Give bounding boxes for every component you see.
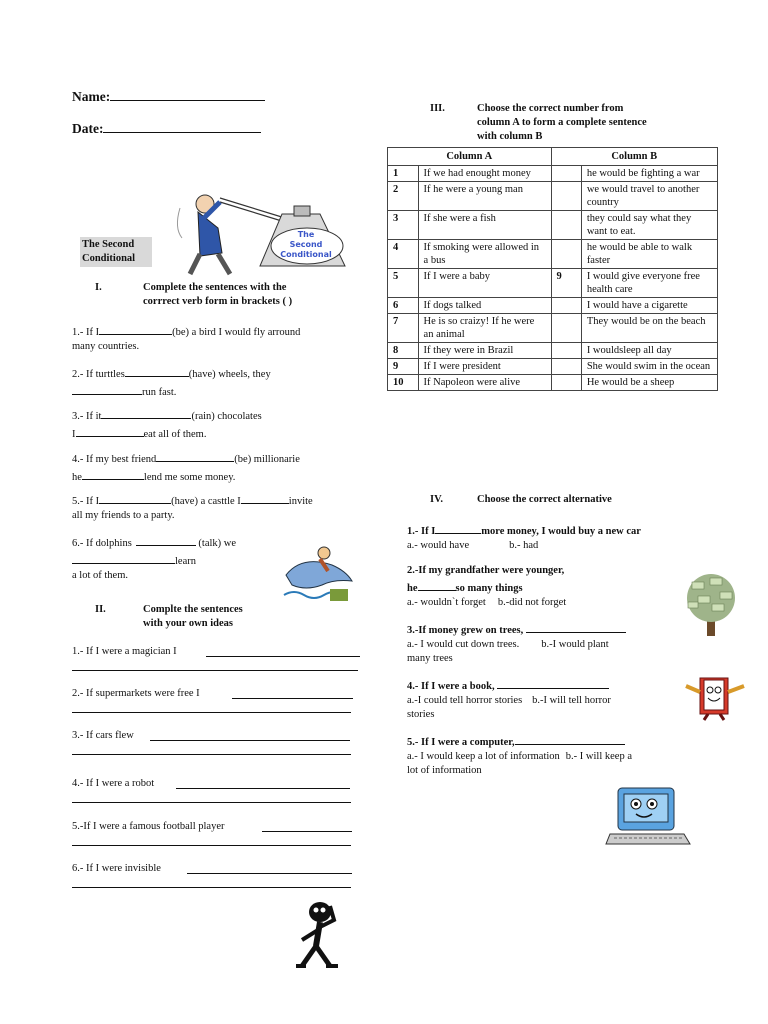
section2-numeral: II. bbox=[95, 604, 106, 615]
ex2-item2-blank[interactable] bbox=[232, 698, 353, 699]
ex1-item5-blank1[interactable] bbox=[99, 491, 171, 504]
mc-q2-line1: 2.-If my grandfather were younger, bbox=[407, 565, 565, 576]
matching-row bbox=[388, 343, 718, 359]
column-a-cell: If Napoleon were alive bbox=[418, 375, 551, 391]
column-b-cell: we would travel to another country bbox=[581, 182, 717, 211]
exercise2-item6: 6.- If I were invisible bbox=[72, 863, 161, 874]
section3-title bbox=[477, 102, 647, 144]
ex2-item4-blank[interactable] bbox=[176, 788, 350, 789]
ex1-item2-b: (have) wheels, they bbox=[188, 369, 271, 380]
match-answer-cell[interactable] bbox=[551, 182, 581, 211]
matching-row bbox=[388, 166, 718, 182]
mc-q5-option-a[interactable]: a.- I would keep a lot of information bbox=[407, 751, 560, 762]
mc-q1-blank[interactable] bbox=[435, 521, 481, 534]
match-answer-cell[interactable] bbox=[551, 211, 581, 240]
match-answer-cell[interactable] bbox=[551, 343, 581, 359]
column-a-cell: If I were a baby bbox=[418, 269, 551, 298]
matching-row bbox=[388, 182, 718, 211]
ex1-item5-a: 5.- If I bbox=[72, 496, 100, 507]
match-answer-cell[interactable] bbox=[551, 375, 581, 391]
ex1-item3-blank2[interactable] bbox=[76, 424, 144, 437]
section4-title: Choose the correct alternative bbox=[477, 494, 612, 505]
row-number: 5 bbox=[388, 269, 419, 298]
topic-title-line2: Conditional bbox=[82, 253, 136, 264]
column-b-cell: She would swim in the ocean bbox=[581, 359, 717, 375]
column-b-cell: I would give everyone free health care bbox=[581, 269, 717, 298]
mc-q3-blank[interactable] bbox=[526, 620, 626, 633]
mc-q2-blank[interactable] bbox=[418, 578, 456, 591]
ex1-item6-d: a lot of them. bbox=[72, 570, 128, 581]
column-b-cell: he would be able to walk faster bbox=[581, 240, 717, 269]
dolphin-icon bbox=[282, 545, 356, 605]
row-number: 2 bbox=[388, 182, 419, 211]
ex1-item1-a: 1.- If I bbox=[72, 327, 100, 338]
mc-q2-a: he bbox=[407, 583, 418, 594]
section2-title-line2: with your own ideas bbox=[143, 618, 233, 629]
column-b-cell: he would be fighting a war bbox=[581, 166, 717, 182]
ex1-item4-a: 4.- If my best friend bbox=[72, 454, 157, 465]
mc-q1-a: 1.- If I bbox=[407, 526, 436, 537]
match-answer-cell[interactable] bbox=[551, 240, 581, 269]
section3-title-line2: column A to form a complete sentence bbox=[477, 117, 647, 128]
ex1-item2-c: run fast. bbox=[142, 387, 177, 398]
mc-q5-blank[interactable] bbox=[515, 732, 625, 745]
mc-q3-option-b2: many trees bbox=[407, 653, 453, 664]
date-blank[interactable] bbox=[103, 120, 261, 133]
matching-table bbox=[387, 147, 718, 391]
column-b-cell: They would be on the beach bbox=[581, 314, 717, 343]
ex2-item3-line2[interactable] bbox=[72, 754, 351, 755]
row-number: 3 bbox=[388, 211, 419, 240]
weight-label-line3: Conditional bbox=[280, 250, 332, 259]
mc-q5-option-b[interactable]: b.- I will keep a bbox=[565, 751, 632, 762]
ex1-item6-b: (talk) we bbox=[198, 538, 237, 549]
column-b-cell: I would have a cigarette bbox=[581, 298, 717, 314]
exercise2-item4: 4.- If I were a robot bbox=[72, 778, 155, 789]
matching-row bbox=[388, 359, 718, 375]
mc-q3-option-b[interactable]: b.-I would plant bbox=[541, 639, 609, 650]
mc-q2-b: so many things bbox=[455, 583, 523, 594]
ex1-item6-c: learn bbox=[175, 556, 196, 567]
mc-q2-option-b[interactable]: b.-did not forget bbox=[497, 597, 567, 608]
match-answer-cell[interactable]: 9 bbox=[551, 269, 581, 298]
ex1-item4-d: lend me some money. bbox=[143, 472, 236, 483]
ex1-item1-c: many countries. bbox=[72, 341, 140, 352]
ex1-item5-d: all my friends to a party. bbox=[72, 510, 175, 521]
computer-character-icon bbox=[604, 784, 692, 850]
ex1-item5-blank2[interactable] bbox=[241, 491, 289, 504]
column-a-cell: If we had enought money bbox=[418, 166, 551, 182]
ex2-item2-line2[interactable] bbox=[72, 712, 351, 713]
section3-title-line1: Choose the correct number from bbox=[477, 103, 624, 114]
mc-question2 bbox=[407, 564, 707, 610]
ex1-item6-blank2[interactable] bbox=[72, 551, 175, 564]
mc-question5 bbox=[407, 732, 707, 778]
mc-q5-option-b2: lot of information bbox=[407, 765, 482, 776]
matching-row bbox=[388, 298, 718, 314]
ex1-item4-c: he bbox=[72, 472, 82, 483]
topic-title-box bbox=[80, 237, 152, 267]
mc-question3 bbox=[407, 620, 707, 666]
matching-row bbox=[388, 240, 718, 269]
mc-q4-option-b[interactable]: b.-I will tell horror bbox=[532, 695, 611, 706]
exercise1-item1 bbox=[72, 322, 362, 354]
ex1-item5-c: invite bbox=[288, 496, 313, 507]
ex1-item3-blank1[interactable] bbox=[101, 406, 191, 419]
column-a-cell: If he were a young man bbox=[418, 182, 551, 211]
section3-numeral: III. bbox=[430, 103, 445, 114]
exercise2-item1: 1.- If I were a magician I bbox=[72, 646, 177, 657]
ex2-item5-line2[interactable] bbox=[72, 845, 351, 846]
weight-label bbox=[276, 230, 336, 260]
exercise1-item3 bbox=[72, 406, 362, 442]
row-number: 10 bbox=[388, 375, 419, 391]
match-answer-cell[interactable] bbox=[551, 166, 581, 182]
mc-q4-option-b2: stories bbox=[407, 709, 435, 720]
weight-label-line2: Second bbox=[289, 240, 323, 249]
section2-title-line1: Complte the sentences bbox=[143, 604, 243, 615]
match-answer-cell[interactable] bbox=[551, 314, 581, 343]
row-number: 9 bbox=[388, 359, 419, 375]
row-number: 6 bbox=[388, 298, 419, 314]
column-a-cell: If I were president bbox=[418, 359, 551, 375]
name-blank[interactable] bbox=[110, 88, 265, 101]
section1-title-line2: corrrect verb form in brackets ( ) bbox=[143, 296, 293, 307]
column-b-cell: He would be a sheep bbox=[581, 375, 717, 391]
matching-table-header bbox=[388, 148, 718, 166]
mc-q3-option-a[interactable]: a.- I would cut down trees. bbox=[407, 639, 520, 650]
section1-numeral: I. bbox=[95, 282, 102, 293]
row-number: 8 bbox=[388, 343, 419, 359]
mc-question4 bbox=[407, 676, 707, 722]
section3-title-line3: with column B bbox=[477, 131, 543, 142]
ex1-item5-b: (have) a casttle I bbox=[171, 496, 241, 507]
date-field bbox=[72, 120, 261, 137]
exercise2-item2: 2.- If supermarkets were free I bbox=[72, 688, 200, 699]
ex2-item6-line2[interactable] bbox=[72, 887, 351, 888]
ex1-item6-blank1[interactable] bbox=[136, 533, 196, 546]
ex1-item1-b: (be) a bird I would fly arround bbox=[172, 327, 301, 338]
matching-table-body bbox=[388, 166, 718, 391]
exercise1-item5 bbox=[72, 491, 362, 523]
row-number: 4 bbox=[388, 240, 419, 269]
section4-numeral: IV. bbox=[430, 494, 443, 505]
matching-row bbox=[388, 375, 718, 391]
row-number: 1 bbox=[388, 166, 419, 182]
mc-q1-b: more money, I would buy a new car bbox=[481, 526, 641, 537]
exercise1-item6 bbox=[72, 533, 282, 583]
ex1-item3-a: 3.- If it bbox=[72, 411, 102, 422]
ex1-item3-c: I bbox=[72, 429, 76, 440]
column-a-cell: He is so craizy! If he were an animal bbox=[418, 314, 551, 343]
mc-q4-q: 4.- If I were a book, bbox=[407, 681, 495, 692]
matching-row bbox=[388, 269, 718, 298]
money-tree-icon bbox=[680, 572, 742, 638]
section2-title bbox=[143, 603, 243, 631]
date-label: Date: bbox=[72, 121, 104, 136]
ex1-item2-blank2[interactable] bbox=[72, 382, 142, 395]
ex1-item4-blank2[interactable] bbox=[82, 467, 144, 480]
topic-title-line1: The Second bbox=[82, 239, 135, 250]
mc-q1-option-a[interactable]: a.- would have bbox=[407, 540, 470, 551]
mc-q4-blank[interactable] bbox=[497, 676, 609, 689]
matching-row bbox=[388, 314, 718, 343]
ex1-item2-a: 2.- If turttles bbox=[72, 369, 125, 380]
ex1-item2-blank1[interactable] bbox=[125, 364, 189, 377]
mc-q1-option-b[interactable]: b.- had bbox=[509, 540, 539, 551]
column-a-cell: If she were a fish bbox=[418, 211, 551, 240]
mc-question1 bbox=[407, 521, 707, 553]
ex2-item6-blank[interactable] bbox=[187, 873, 352, 874]
exercise2-item3: 3.- If cars flew bbox=[72, 730, 134, 741]
column-a-header: Column A bbox=[388, 148, 552, 166]
ex2-item4-line2[interactable] bbox=[72, 802, 351, 803]
ex1-item6-a: 6.- If dolphins bbox=[72, 538, 132, 549]
column-a-cell: If smoking were allowed in a bus bbox=[418, 240, 551, 269]
ex1-item3-b: (rain) chocolates bbox=[191, 411, 262, 422]
thinking-figure-icon bbox=[290, 900, 346, 972]
section1-title-line1: Complete the sentences with the bbox=[143, 282, 287, 293]
section1-title bbox=[143, 281, 292, 309]
mc-q2-option-a[interactable]: a.- wouldn`t forget bbox=[407, 597, 486, 608]
match-answer-cell[interactable] bbox=[551, 359, 581, 375]
weight-label-line1: The bbox=[297, 230, 315, 239]
mc-q3-q: 3.-If money grew on trees, bbox=[407, 625, 524, 636]
name-label: Name: bbox=[72, 89, 111, 104]
column-b-cell: they could say what they want to eat. bbox=[581, 211, 717, 240]
exercise1-item2 bbox=[72, 364, 362, 400]
ex2-item5-blank[interactable] bbox=[262, 831, 352, 832]
matching-row bbox=[388, 211, 718, 240]
book-character-icon bbox=[680, 672, 750, 722]
mc-q5-q: 5.- If I were a computer, bbox=[407, 737, 515, 748]
ex2-item1-line2[interactable] bbox=[72, 670, 358, 671]
ex2-item1-blank[interactable] bbox=[206, 656, 360, 657]
column-b-cell: I wouldsleep all day bbox=[581, 343, 717, 359]
column-a-cell: If they were in Brazil bbox=[418, 343, 551, 359]
match-answer-cell[interactable] bbox=[551, 298, 581, 314]
ex1-item4-blank1[interactable] bbox=[156, 449, 234, 462]
column-b-header: Column B bbox=[551, 148, 717, 166]
ex1-item3-d: eat all of them. bbox=[143, 429, 207, 440]
exercise2-item5: 5.-If I were a famous football player bbox=[72, 821, 225, 832]
ex1-item1-blank[interactable] bbox=[99, 322, 172, 335]
name-field bbox=[72, 88, 265, 105]
exercise1-item4 bbox=[72, 449, 362, 485]
ex1-item4-b: (be) millionarie bbox=[234, 454, 300, 465]
column-a-cell: If dogs talked bbox=[418, 298, 551, 314]
row-number: 7 bbox=[388, 314, 419, 343]
mc-q4-option-a[interactable]: a.-I could tell horror stories bbox=[407, 695, 523, 706]
ex2-item3-blank[interactable] bbox=[150, 740, 350, 741]
